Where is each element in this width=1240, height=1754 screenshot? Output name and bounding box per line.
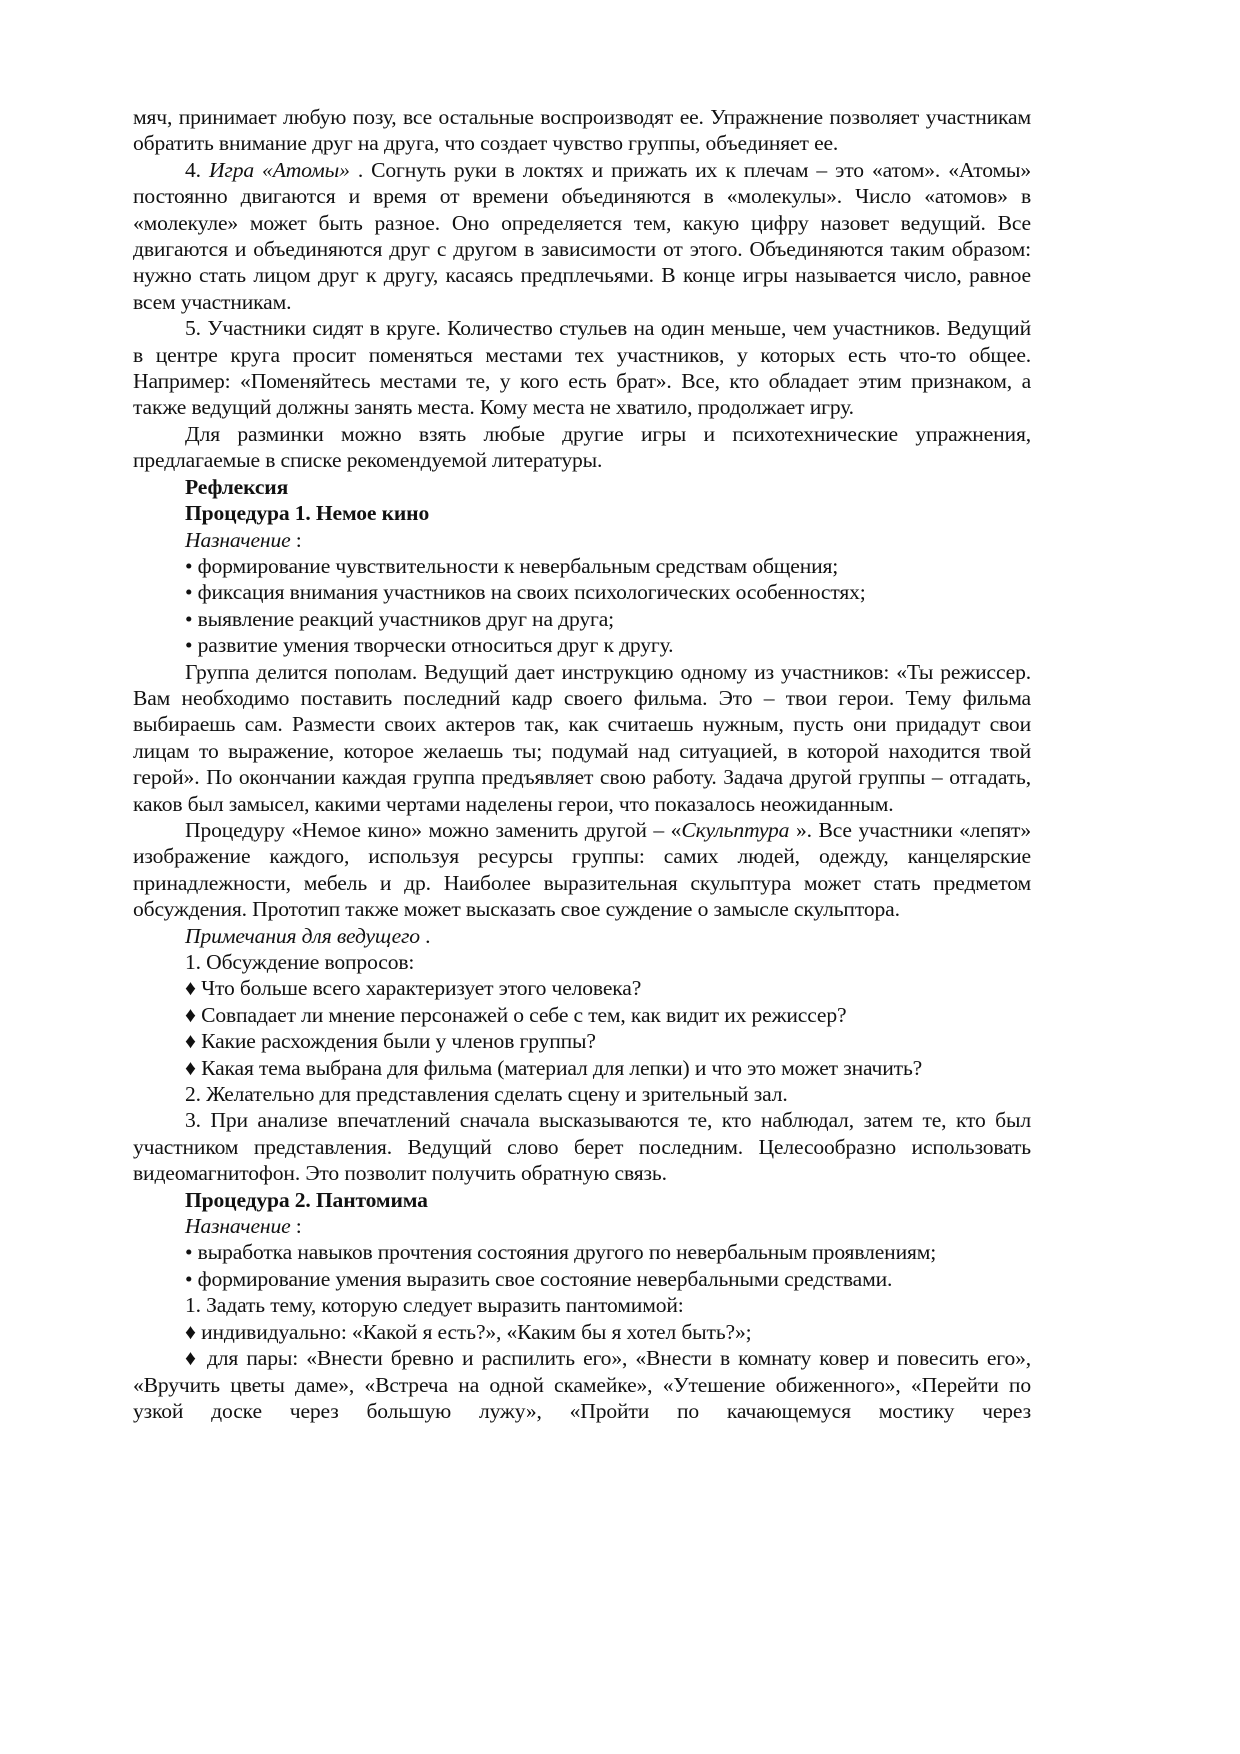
purpose-colon: :: [290, 527, 302, 552]
alt-text-before: Процедуру «Немое кино» можно заменить другой – «: [185, 817, 682, 842]
paragraph-continuation: мяч, принимает любую позу, все остальные воспроизводят ее. Упражнение позволяет участникам обратить внимание друг на друга, что создает чувство группы, объединяет ее.: [133, 105, 1031, 156]
purpose-label: Назначение: [185, 527, 291, 552]
procedure-1-notes-item-1: 1. Обсуждение вопросов:: [185, 950, 415, 974]
procedure-1-purpose-item: • выявление реакций участников друг на друга;: [185, 606, 614, 631]
procedure-2-pair-themes: ♦ для пары: «Внести бревно и распилить его», «Внести в комнату ковер и повесить его», «Вручить цветы даме», «Встреча на одной скамейке», «Утешение обиженного», «Перейти по узкой доске через большую лужу», «Пройти по качающемуся мостику через: [133, 1346, 1031, 1423]
procedure-1-notes-label: [133, 923, 1031, 949]
item-4-text: . Согнуть руки в локтях и прижать их к плечам – это «атом». «Атомы» постоянно двигаются и время от времени объединяются в «молекулы». Число «атомов» в «молекуле» может быть разное. Оно определяется тем, какую цифру назовет ведущий. Все двигаются и объединяются друг с другом в зависимости от этого. Объединяются таким образом: нужно стать лицом друг к другу, касаясь предплечьями. В конце игры называется число, равное всем участникам.: [133, 157, 1031, 314]
procedure-1-question: ♦ Что больше всего характеризует этого человека?: [185, 976, 642, 1001]
purpose-colon: :: [290, 1214, 302, 1239]
procedure-1-purpose-item: • фиксация внимания участников на своих психологических особенностях;: [185, 580, 866, 605]
document-page: [133, 104, 1031, 1424]
section-title-reflection: Рефлексия: [185, 474, 289, 499]
alt-title-sculpture: Скульптура: [681, 817, 790, 842]
notes-label: Примечания для ведущего: [185, 923, 420, 948]
item-4-number: 4.: [185, 157, 209, 182]
procedure-1-notes-item-3: 3. При анализе впечатлений сначала высказываются те, кто наблюдал, затем те, кто был участником представления. Ведущий слово берет последним. Целесообразно использовать видеомагнитофон. Это позволит получить обратную связь.: [133, 1108, 1031, 1186]
procedure-2-purpose-label: [133, 1213, 1031, 1239]
procedure-1-question: ♦ Какая тема выбрана для фильма (материал для лепки) и что это может значить?: [185, 1055, 923, 1080]
procedure-1-alternative: [133, 817, 1031, 923]
procedure-1-purpose-item: • формирование чувствительности к невербальным средствам общения;: [185, 553, 839, 578]
procedure-2-title: Процедура 2. Пантомима: [185, 1187, 428, 1212]
paragraph-item-5: 5. Участники сидят в круге. Количество стульев на один меньше, чем участников. Ведущий в центре круга просит поменяться местами тех участников, у которых есть что-то общее. Например: «Поменяйтесь местами те, у кого есть брат». Все, кто обладает этим признаком, а также ведущий должны занять места. Кому места не хватило, продолжает игру.: [133, 316, 1031, 420]
procedure-1-description: Группа делится пополам. Ведущий дает инструкцию одному из участников: «Ты режиссер. Вам необходимо поставить последний кадр своего фильма. Это – твои герои. Тему фильма выбираешь сам. Размести своих актеров так, как считаешь нужным, пусть они придадут свои лицам то выражение, которое желаешь ты; подумай над ситуацией, в которой находится твой герой». По окончании каждая группа предъявляет свою работу. Задача другой группы – отгадать, каков был замысел, какими чертами наделены герои, что показалось неожиданным.: [133, 659, 1031, 816]
purpose-label: Назначение: [185, 1214, 291, 1239]
paragraph-warmup-note: Для разминки можно взять любые другие игры и психотехнические упражнения, предлагаемые в списке рекомендуемой литературы.: [133, 421, 1031, 473]
procedure-1-notes-item-2: 2. Желательно для представления сделать сцену и зрительный зал.: [185, 1082, 788, 1107]
procedure-1-question: ♦ Какие расхождения были у членов группы?: [185, 1029, 596, 1054]
procedure-1-title: Процедура 1. Немое кино: [185, 501, 430, 526]
procedure-2-purpose-item: • выработка навыков прочтения состояния другого по невербальным проявлениям;: [185, 1240, 937, 1265]
procedure-2-individual-themes: ♦ индивидуально: «Какой я есть?», «Каким бы я хотел быть?»;: [185, 1319, 752, 1344]
notes-dot: .: [419, 923, 431, 948]
procedure-2-step-1: 1. Задать тему, которую следует выразить пантомимой:: [185, 1293, 684, 1318]
procedure-2-purpose-item: • формирование умения выразить свое состояние невербальными средствами.: [185, 1266, 893, 1291]
alt-text-after: ». Все участники «лепят» изображение каждого, используя ресурсы группы: самих людей, одежду, канцелярские принадлежности, мебель и др. Наиболее выразительная скульптура может стать предметом обсуждения. Прототип также может высказать свое суждение о замысле скульптора.: [133, 817, 1031, 922]
procedure-1-purpose-item: • развитие умения творчески относиться друг к другу.: [185, 633, 674, 658]
item-4-title: Игра «Атомы»: [208, 157, 350, 182]
procedure-1-purpose-label: [133, 527, 1031, 553]
procedure-1-question: ♦ Совпадает ли мнение персонажей о себе с тем, как видит их режиссер?: [185, 1002, 847, 1027]
paragraph-item-4: [133, 157, 1031, 315]
